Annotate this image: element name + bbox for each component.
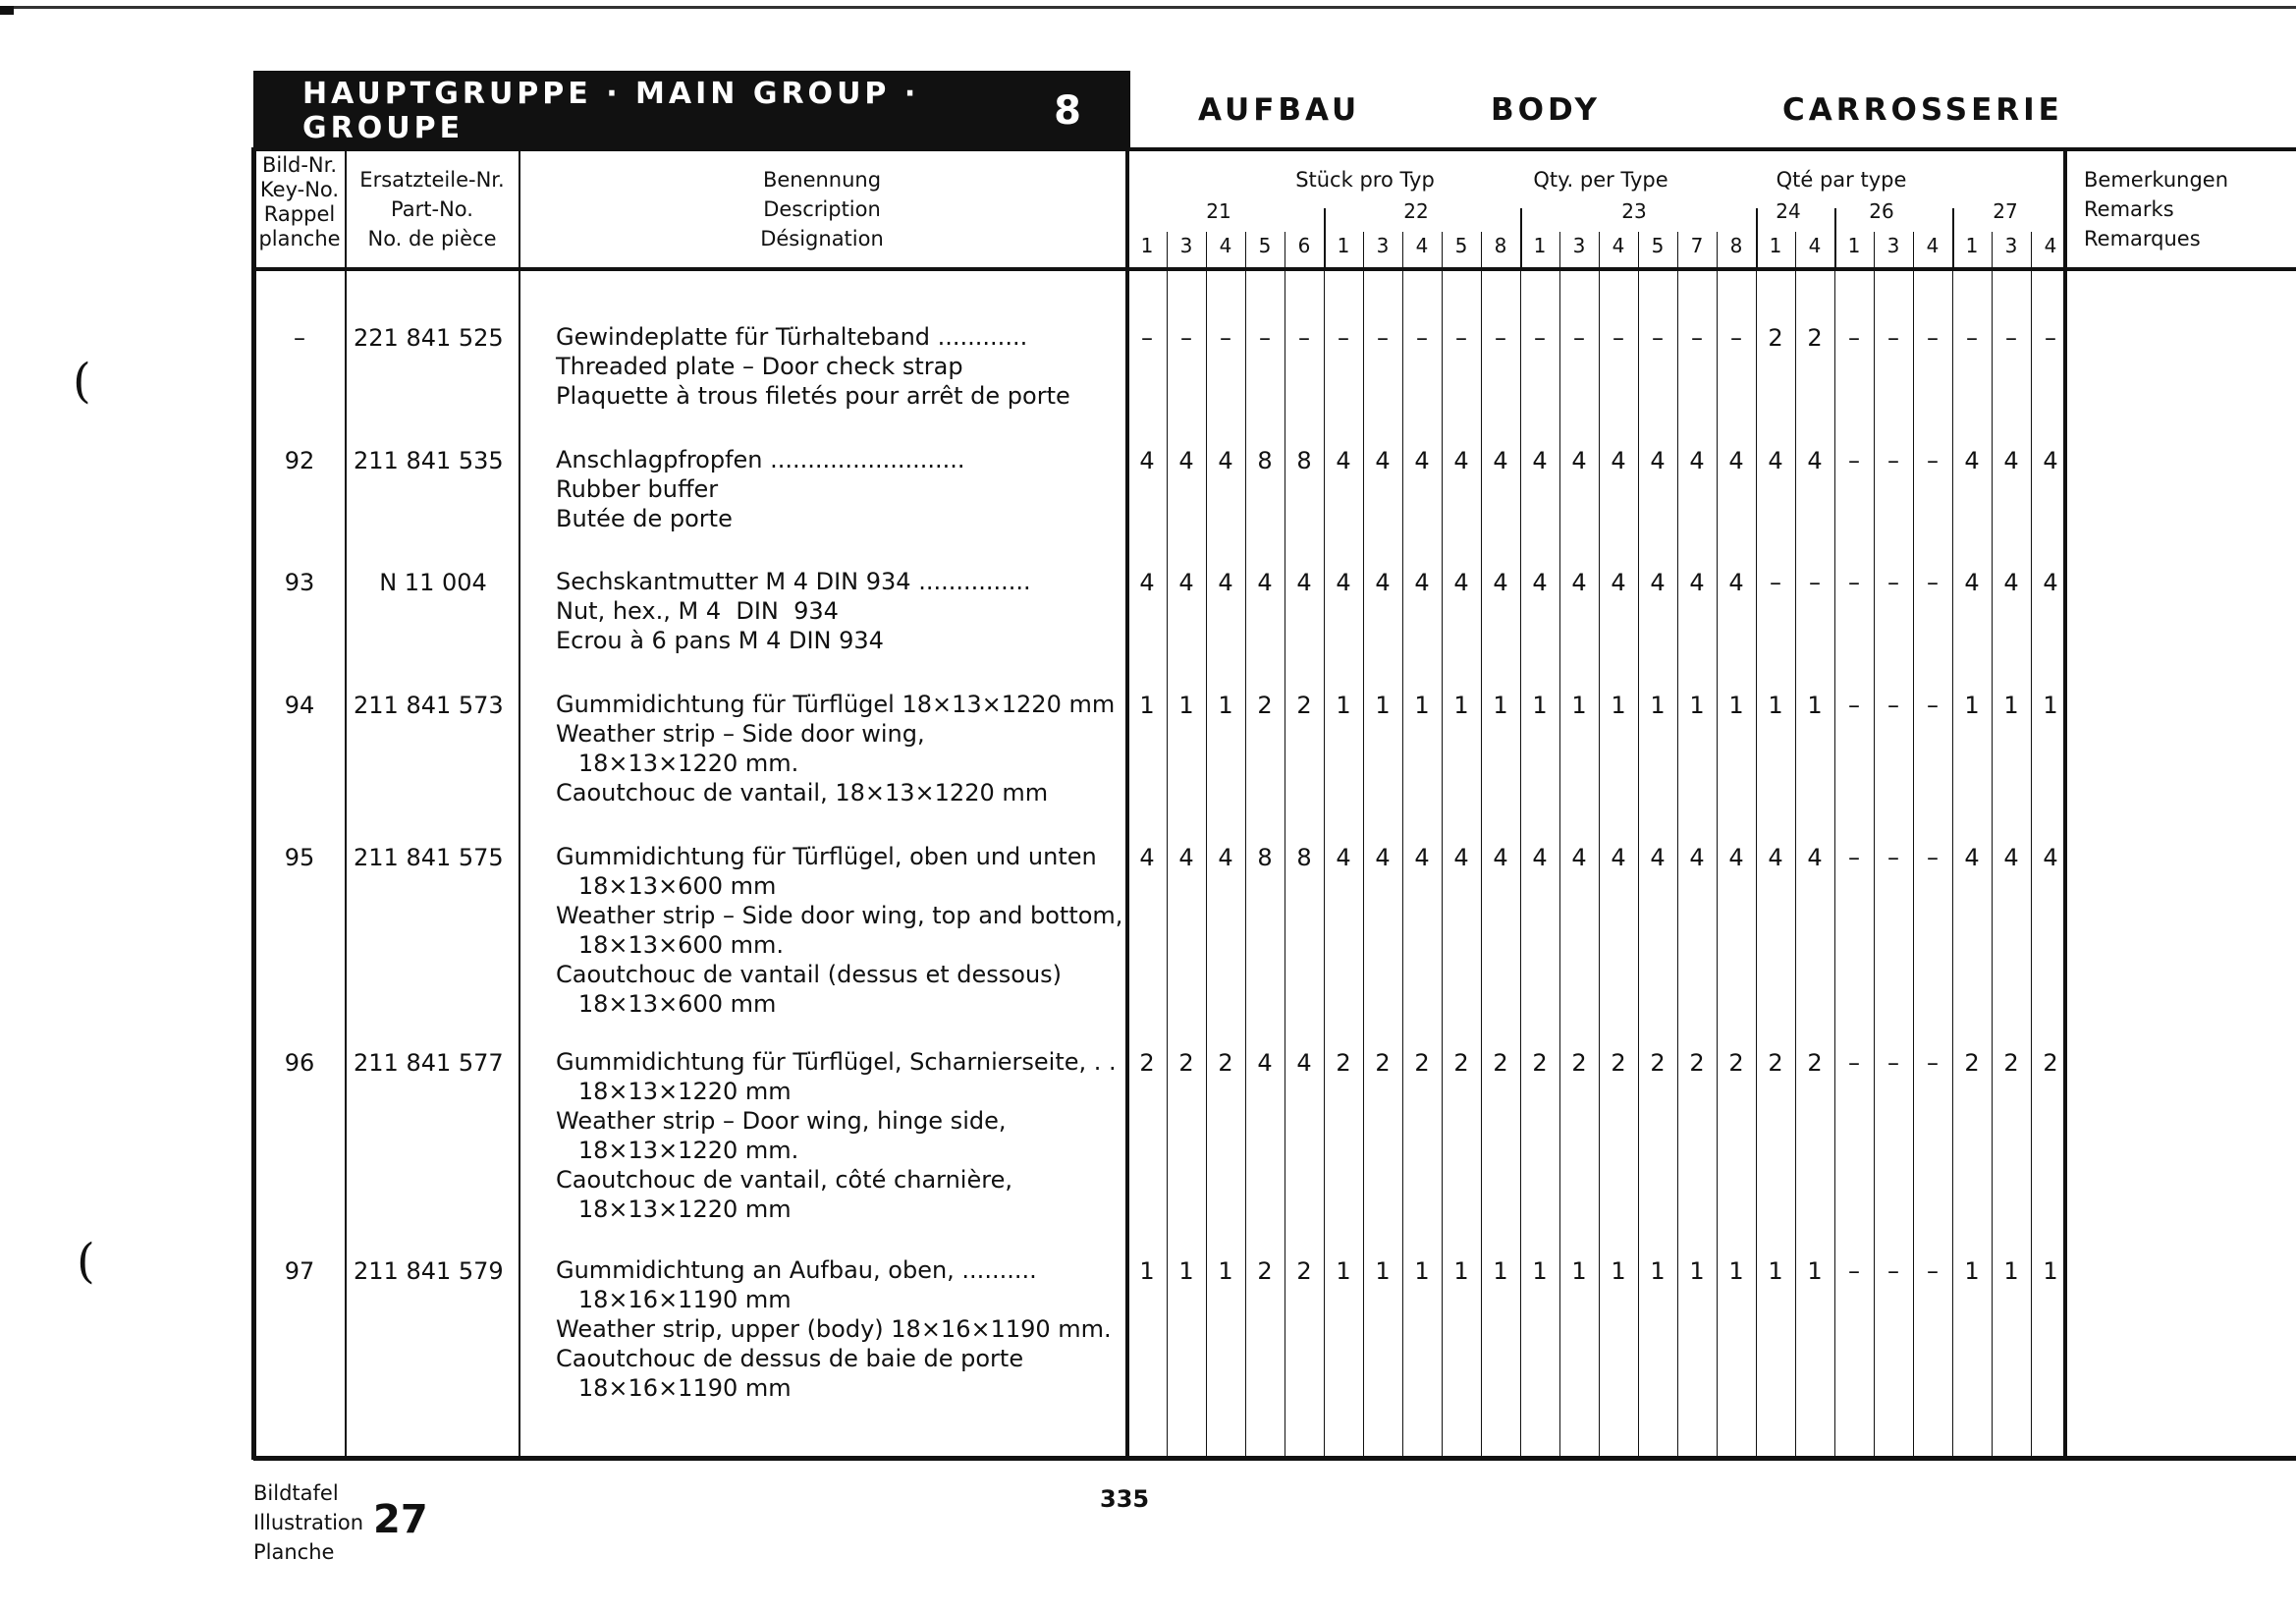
quantity-cell: 4 (1571, 447, 1587, 474)
quantity-cell: 1 (1689, 1257, 1705, 1285)
part-description (556, 567, 1031, 655)
quantity-cell: 2 (1768, 1049, 1783, 1077)
description-line: Caoutchouc de vantail, côté charnière, (556, 1166, 1012, 1194)
key-number: – (294, 324, 305, 352)
quantity-cell: 4 (1532, 447, 1548, 474)
quantity-cell: 1 (1493, 692, 1508, 719)
quantity-cell: 4 (1689, 569, 1705, 596)
description-line: 18×13×1220 mm (556, 1078, 792, 1105)
variant-number: 4 (1415, 234, 1429, 257)
quantity-cell: 4 (1139, 569, 1155, 596)
footer-line: Planche (253, 1540, 335, 1564)
quantity-cell: 2 (1807, 1049, 1823, 1077)
qty-header-french: Qté par type (1776, 168, 1907, 192)
col-header-key-no (253, 153, 346, 251)
quantity-cell: 4 (1375, 447, 1391, 474)
col-header-remarks (2084, 165, 2228, 253)
quantity-cell: 4 (1296, 1049, 1312, 1077)
quantity-cell: – (1652, 324, 1664, 352)
description-line: Gummidichtung für Türflügel, oben und unten (556, 843, 1097, 870)
quantity-cell: 1 (1336, 1257, 1351, 1285)
quantity-cell: – (1887, 324, 1899, 352)
quantity-cell: 2 (1414, 1049, 1430, 1077)
quantity-cell: 4 (1453, 447, 1469, 474)
quantity-cell: 4 (1414, 447, 1430, 474)
header-line: Part-No. (391, 197, 473, 221)
quantity-cell: 1 (1807, 692, 1823, 719)
quantity-cell: 4 (1218, 844, 1233, 871)
quantity-cell: 1 (1611, 692, 1626, 719)
footer-line: Illustration (253, 1511, 364, 1534)
quantity-cell: 2 (1650, 1049, 1666, 1077)
header-line: Remarques (2084, 227, 2201, 250)
qty-header-english: Qty. per Type (1533, 168, 1668, 192)
quantity-cell: 1 (1768, 1257, 1783, 1285)
header-line: Ersatzteile-Nr. (359, 168, 505, 192)
header-line: Benennung (762, 168, 882, 192)
description-line: Rubber buffer (556, 475, 719, 503)
quantity-cell: 4 (1375, 844, 1391, 871)
key-number: 93 (284, 569, 315, 596)
quantity-cell: 4 (2003, 447, 2019, 474)
quantity-cell: 2 (1807, 324, 1823, 352)
key-number: 92 (284, 447, 315, 474)
part-description (556, 445, 965, 533)
quantity-cell: 2 (1257, 692, 1273, 719)
quantity-cell: 4 (1296, 569, 1312, 596)
variant-number: 5 (1651, 234, 1665, 257)
quantity-cell: 2 (1296, 1257, 1312, 1285)
table-rule (253, 267, 2296, 271)
description-line: Nut, hex., M 4 DIN 934 (556, 597, 839, 625)
variant-number: 1 (1769, 234, 1782, 257)
quantity-cell: 2 (1336, 1049, 1351, 1077)
qty-header-german: Stück pro Typ (1295, 168, 1435, 192)
table-rule (253, 1456, 2296, 1461)
quantity-cell: 2 (1296, 692, 1312, 719)
quantity-cell: 1 (1414, 1257, 1430, 1285)
description-line: Threaded plate – Door check strap (556, 353, 963, 380)
quantity-cell: – (1220, 324, 1231, 352)
description-line: Anschlagpfropfen .......................... (556, 446, 965, 473)
description-line: Gummidichtung für Türflügel 18×13×1220 mm (556, 691, 1116, 718)
quantity-cell: 4 (1532, 844, 1548, 871)
part-description (556, 842, 1122, 1019)
quantity-cell: 1 (1178, 1257, 1194, 1285)
quantity-cell: 4 (1178, 844, 1194, 871)
description-line: 18×13×600 mm (556, 872, 777, 900)
description-line: Weather strip – Side door wing, top and bottom, (556, 902, 1123, 929)
header-line: planche (258, 227, 341, 250)
part-description (556, 690, 1115, 807)
header-line: Rappel (263, 202, 336, 226)
part-number: 211 841 577 (354, 1049, 504, 1077)
type-group-label: 22 (1403, 199, 1429, 223)
quantity-cell: – (1887, 692, 1899, 719)
quantity-cell: – (1848, 1257, 1860, 1285)
header-line: Bild-Nr. (261, 153, 338, 177)
description-line: Gummidichtung für Türflügel, Scharnierseite, . . (556, 1048, 1117, 1076)
quantity-cell: 2 (1257, 1257, 1273, 1285)
col-header-description (519, 165, 1125, 253)
quantity-cell: – (1141, 324, 1153, 352)
variant-number: 1 (1847, 234, 1861, 257)
quantity-cell: 1 (2003, 692, 2019, 719)
variant-number: 3 (1376, 234, 1390, 257)
main-group-number: 8 (1054, 88, 1081, 134)
quantity-cell: 8 (1257, 844, 1273, 871)
quantity-cell: 4 (1964, 447, 1980, 474)
quantity-cell: – (1848, 569, 1860, 596)
quantity-cell: 4 (1768, 447, 1783, 474)
description-line: 18×13×1220 mm. (556, 1137, 799, 1164)
quantity-cell: 4 (1689, 447, 1705, 474)
quantity-cell: 8 (1296, 447, 1312, 474)
quantity-cell: – (1338, 324, 1349, 352)
description-line: 18×16×1190 mm (556, 1286, 792, 1313)
quantity-cell: – (1887, 844, 1899, 871)
quantity-cell: – (1927, 1049, 1939, 1077)
quantity-cell: 4 (1611, 569, 1626, 596)
quantity-cell: – (1887, 1257, 1899, 1285)
quantity-cell: 4 (1728, 844, 1744, 871)
part-number: 211 841 579 (354, 1257, 504, 1285)
quantity-cell: 4 (2043, 844, 2058, 871)
quantity-cell: 1 (1768, 692, 1783, 719)
quantity-cell: 1 (1375, 692, 1391, 719)
variant-number: 8 (1729, 234, 1743, 257)
quantity-cell: 2 (1375, 1049, 1391, 1077)
description-line: Caoutchouc de vantail (dessus et dessous) (556, 961, 1063, 988)
quantity-cell: 2 (1218, 1049, 1233, 1077)
description-line: Weather strip, upper (body) 18×16×1190 mm. (556, 1315, 1112, 1343)
quantity-cell: 1 (1414, 692, 1430, 719)
quantity-cell: 4 (2003, 844, 2019, 871)
variant-number: 1 (1140, 234, 1154, 257)
quantity-cell: – (1259, 324, 1271, 352)
key-number: 97 (284, 1257, 315, 1285)
quantity-cell: 1 (1964, 692, 1980, 719)
quantity-cell: – (1927, 569, 1939, 596)
quantity-cell: 4 (1336, 844, 1351, 871)
quantity-cell: – (1848, 692, 1860, 719)
quantity-cell: – (1848, 844, 1860, 871)
quantity-cell: 4 (1768, 844, 1783, 871)
quantity-cell: 1 (1139, 1257, 1155, 1285)
variant-number: 4 (1612, 234, 1625, 257)
quantity-cell: 4 (1728, 447, 1744, 474)
quantity-cell: 4 (1532, 569, 1548, 596)
quantity-cell: – (1613, 324, 1624, 352)
page-number: 335 (1100, 1485, 1150, 1513)
quantity-cell: 2 (1689, 1049, 1705, 1077)
description-line: 18×13×600 mm (556, 990, 777, 1018)
description-line: 18×16×1190 mm (556, 1374, 792, 1402)
quantity-cell: 2 (1453, 1049, 1469, 1077)
quantity-cell: 8 (1296, 844, 1312, 871)
quantity-cell: 2 (1178, 1049, 1194, 1077)
quantity-cell: 1 (1611, 1257, 1626, 1285)
quantity-cell: 4 (1139, 844, 1155, 871)
description-line: Gewindeplatte für Türhalteband ............ (556, 323, 1028, 351)
quantity-cell: 1 (1532, 1257, 1548, 1285)
type-group-label: 24 (1776, 199, 1801, 223)
quantity-cell: 4 (1375, 569, 1391, 596)
quantity-cell: 4 (1611, 447, 1626, 474)
quantity-cell: – (1770, 569, 1781, 596)
variant-number: 1 (1965, 234, 1979, 257)
quantity-cell: 4 (1257, 569, 1273, 596)
key-number: 96 (284, 1049, 315, 1077)
variant-number: 3 (2004, 234, 2018, 257)
illustration-number: 27 (373, 1497, 428, 1542)
part-number: 221 841 525 (354, 324, 504, 352)
quantity-cell: 8 (1257, 447, 1273, 474)
quantity-cell: 2 (1571, 1049, 1587, 1077)
quantity-cell: – (1887, 569, 1899, 596)
quantity-cell: 1 (2043, 1257, 2058, 1285)
variant-number: 4 (1808, 234, 1822, 257)
quantity-cell: 1 (1139, 692, 1155, 719)
header-line: Remarks (2084, 197, 2174, 221)
binding-mark: ( (73, 354, 91, 409)
variant-number: 7 (1690, 234, 1704, 257)
quantity-cell: 4 (1964, 844, 1980, 871)
quantity-cell: – (1691, 324, 1703, 352)
part-description (556, 322, 1070, 411)
quantity-cell: 2 (1532, 1049, 1548, 1077)
quantity-cell: – (1887, 447, 1899, 474)
quantity-cell: 2 (2003, 1049, 2019, 1077)
key-number: 95 (284, 844, 315, 871)
type-group-label: 27 (1993, 199, 2018, 223)
description-line: Plaquette à trous filetés pour arrêt de porte (556, 382, 1070, 410)
part-number: 211 841 575 (354, 844, 504, 871)
quantity-cell: 4 (1493, 447, 1508, 474)
table-rule (519, 151, 520, 1458)
quantity-cell: – (2005, 324, 2017, 352)
quantity-cell: 1 (1218, 692, 1233, 719)
quantity-cell: 4 (1571, 844, 1587, 871)
variant-number: 3 (1179, 234, 1193, 257)
variant-number: 3 (1886, 234, 1900, 257)
quantity-cell: 1 (1728, 1257, 1744, 1285)
quantity-cell: 1 (1493, 1257, 1508, 1285)
quantity-cell: 1 (1728, 692, 1744, 719)
header-line: Description (763, 197, 881, 221)
quantity-cell: – (1848, 447, 1860, 474)
quantity-cell: 4 (1336, 447, 1351, 474)
quantity-cell: – (1848, 1049, 1860, 1077)
description-line: 18×13×1220 mm. (556, 750, 799, 777)
variant-number: 3 (1572, 234, 1586, 257)
key-number: 94 (284, 692, 315, 719)
main-group-banner (253, 71, 1130, 151)
part-number: N 11 004 (379, 569, 487, 596)
quantity-cell: 1 (1807, 1257, 1823, 1285)
quantity-cell: 4 (1650, 844, 1666, 871)
part-number: 211 841 573 (354, 692, 504, 719)
quantity-cell: 4 (1611, 844, 1626, 871)
quantity-cell: 4 (1414, 844, 1430, 871)
quantity-cell: 4 (1493, 844, 1508, 871)
part-description (556, 1047, 1117, 1224)
description-line: Caoutchouc de vantail, 18×13×1220 mm (556, 779, 1049, 806)
quantity-cell: 1 (1964, 1257, 1980, 1285)
quantity-cell: 4 (1807, 447, 1823, 474)
quantity-cell: 4 (1453, 844, 1469, 871)
variant-number: 4 (2044, 234, 2057, 257)
quantity-cell: – (1848, 324, 1860, 352)
top-border (0, 6, 2296, 9)
quantity-cell: 2 (1768, 324, 1783, 352)
quantity-cell: 4 (1139, 447, 1155, 474)
quantity-cell: – (1455, 324, 1467, 352)
quantity-cell: – (1927, 1257, 1939, 1285)
variant-number: 1 (1337, 234, 1350, 257)
header-line: Désignation (760, 227, 884, 250)
quantity-cell: – (1180, 324, 1192, 352)
quantity-cell: 1 (1336, 692, 1351, 719)
quantity-cell: – (2045, 324, 2056, 352)
description-line: Weather strip – Door wing, hinge side, (556, 1107, 1007, 1135)
quantity-cell: 1 (1650, 692, 1666, 719)
quantity-cell: – (1809, 569, 1821, 596)
quantity-cell: 1 (2043, 692, 2058, 719)
quantity-cell: 2 (1139, 1049, 1155, 1077)
quantity-cell: – (1927, 692, 1939, 719)
title-german: AUFBAU (1198, 92, 1361, 128)
variant-number: 8 (1494, 234, 1507, 257)
quantity-cell: 2 (2043, 1049, 2058, 1077)
quantity-cell: 4 (1728, 569, 1744, 596)
quantity-cell: 4 (1650, 569, 1666, 596)
quantity-cell: – (1966, 324, 1978, 352)
title-english: BODY (1491, 92, 1601, 128)
description-line: 18×13×600 mm. (556, 931, 785, 959)
quantity-cell: 1 (1178, 692, 1194, 719)
quantity-cell: 4 (1178, 569, 1194, 596)
quantity-cell: 4 (2043, 447, 2058, 474)
quantity-cell: – (1495, 324, 1506, 352)
quantity-cell: 4 (1453, 569, 1469, 596)
quantity-cell: 1 (1453, 1257, 1469, 1285)
quantity-cell: 4 (1257, 1049, 1273, 1077)
quantity-cell: 4 (1178, 447, 1194, 474)
table-rule (1130, 147, 2296, 151)
quantity-cell: 1 (1453, 692, 1469, 719)
part-number: 211 841 535 (354, 447, 504, 474)
quantity-cell: 4 (1964, 569, 1980, 596)
top-left-tab (0, 6, 14, 15)
quantity-cell: 1 (2003, 1257, 2019, 1285)
quantity-cell: 2 (1493, 1049, 1508, 1077)
quantity-cell: – (1887, 1049, 1899, 1077)
quantity-cell: 2 (1728, 1049, 1744, 1077)
quantity-cell: 4 (1807, 844, 1823, 871)
quantity-cell: – (1298, 324, 1310, 352)
type-group-label: 26 (1869, 199, 1894, 223)
variant-number: 6 (1297, 234, 1311, 257)
quantity-cell: 4 (1218, 447, 1233, 474)
quantity-cell: 1 (1375, 1257, 1391, 1285)
quantity-cell: 4 (1493, 569, 1508, 596)
part-description (556, 1255, 1112, 1403)
description-line: Sechskantmutter M 4 DIN 934 ............... (556, 568, 1031, 595)
variant-number: 1 (1533, 234, 1547, 257)
header-line: No. de pièce (367, 227, 497, 250)
description-line: Butée de porte (556, 505, 733, 532)
quantity-cell: 4 (2043, 569, 2058, 596)
quantity-cell: 4 (2003, 569, 2019, 596)
quantity-cell: – (1377, 324, 1389, 352)
footer-line: Bildtafel (253, 1481, 339, 1505)
header-line: Bemerkungen (2084, 168, 2229, 192)
quantity-cell: 4 (1336, 569, 1351, 596)
quantity-cell: 1 (1218, 1257, 1233, 1285)
quantity-cell: 4 (1650, 447, 1666, 474)
quantity-cell: – (1927, 844, 1939, 871)
description-line: Ecrou à 6 pans M 4 DIN 934 (556, 627, 884, 654)
binding-mark: ( (77, 1234, 95, 1289)
quantity-cell: – (1416, 324, 1428, 352)
quantity-cell: 4 (1218, 569, 1233, 596)
variant-number: 4 (1926, 234, 1940, 257)
variant-number: 4 (1219, 234, 1232, 257)
quantity-cell: – (1927, 447, 1939, 474)
illustration-label (253, 1478, 363, 1567)
main-group-label: HAUPTGRUPPE · MAIN GROUP · GROUPE (302, 77, 920, 145)
quantity-cell: 4 (1414, 569, 1430, 596)
type-group-label: 21 (1206, 199, 1231, 223)
quantity-cell: 4 (1571, 569, 1587, 596)
description-line: 18×13×1220 mm (556, 1196, 792, 1223)
quantity-cell: – (1534, 324, 1546, 352)
quantity-cell: – (1730, 324, 1742, 352)
col-header-part-no (346, 165, 519, 253)
quantity-cell: 2 (1964, 1049, 1980, 1077)
description-line: Gummidichtung an Aufbau, oben, .......... (556, 1256, 1037, 1284)
quantity-cell: 1 (1689, 692, 1705, 719)
variant-number: 5 (1258, 234, 1272, 257)
quantity-cell: – (1927, 324, 1939, 352)
header-line: Key-No. (259, 178, 340, 201)
description-line: Weather strip – Side door wing, (556, 720, 925, 748)
quantity-cell: 1 (1650, 1257, 1666, 1285)
quantity-cell: 1 (1532, 692, 1548, 719)
title-french: CARROSSERIE (1782, 92, 2063, 128)
variant-number: 5 (1454, 234, 1468, 257)
quantity-cell: – (1573, 324, 1585, 352)
quantity-cell: 1 (1571, 1257, 1587, 1285)
type-group-label: 23 (1621, 199, 1647, 223)
quantity-cell: 2 (1611, 1049, 1626, 1077)
description-line: Caoutchouc de dessus de baie de porte (556, 1345, 1024, 1372)
quantity-cell: 4 (1689, 844, 1705, 871)
quantity-cell: 1 (1571, 692, 1587, 719)
